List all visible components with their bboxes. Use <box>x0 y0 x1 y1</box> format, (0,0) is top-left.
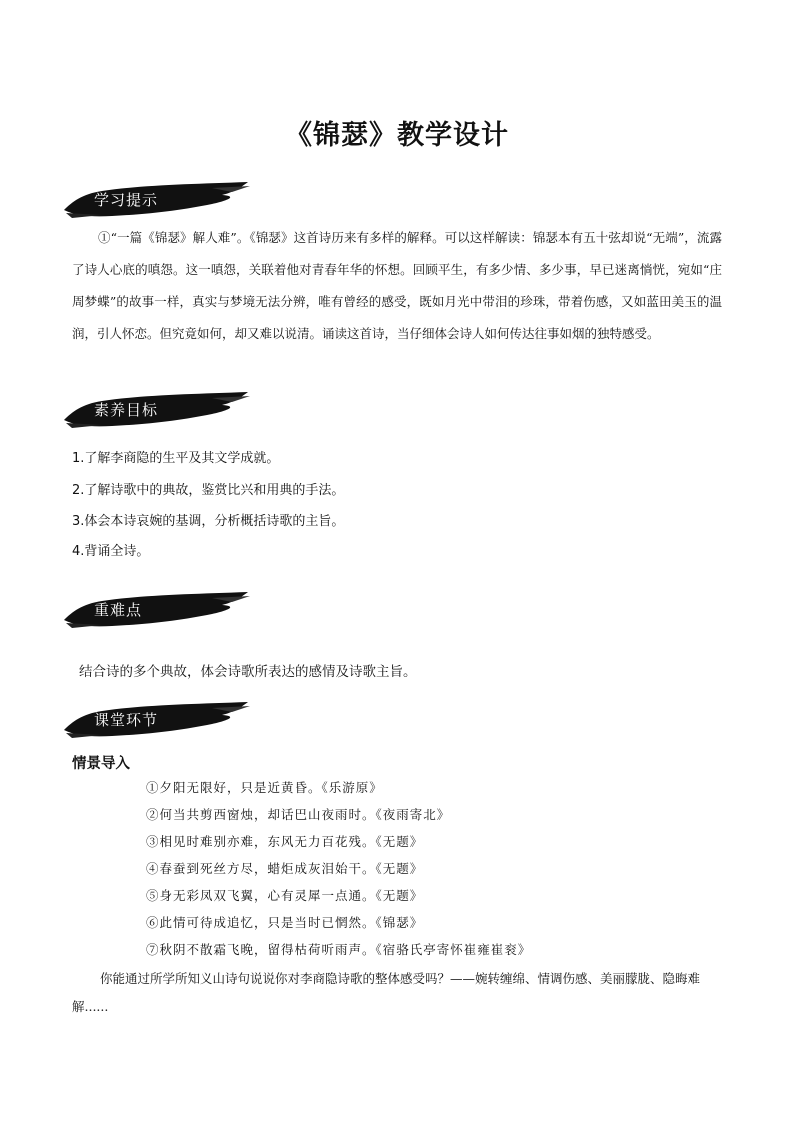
goal-item: 2.了解诗歌中的典故，鉴赏比兴和用典的手法。 <box>72 483 345 498</box>
poem-line: ②何当共剪西窗烛，却话巴山夜雨时。《夜雨寄北》 <box>146 807 451 822</box>
poem-line: ⑤身无彩凤双飞翼，心有灵犀一点通。《无题》 <box>146 888 424 903</box>
section-heading: 课堂环节 <box>94 711 159 729</box>
page-title: 《锦瑟》教学设计 <box>285 120 509 151</box>
goal-item: 4.背诵全诗。 <box>72 544 150 559</box>
poem-line: ③相见时难别亦难，东风无力百花残。《无题》 <box>146 834 424 849</box>
section-banner-goals <box>62 390 252 430</box>
goal-item: 1.了解李商隐的生平及其文学成就。 <box>72 451 280 466</box>
section-heading: 学习提示 <box>94 191 159 209</box>
key-point-text: 结合诗的多个典故，体会诗歌所表达的感情及诗歌主旨。 <box>79 664 417 680</box>
section-heading: 重难点 <box>94 601 143 619</box>
section-banner-tips <box>62 180 252 220</box>
brush-stroke-icon <box>62 590 252 630</box>
tips-paragraph: ①“一篇《锦瑟》解人难”。《锦瑟》这首诗历来有多样的解释。可以这样解读：锦瑟本有五十弦却说“无端”，流露了诗人心底的嗔怨。这一嗔怨，关联着他对青春年华的怀想。回顾平生，有多少情、多少事，早已迷离惝恍，宛如“庄周梦蝶”的故事一样，真实与梦境无法分辨，唯有曾经的感受，既如月光中带泪的珍珠，带着伤感，又如蓝田美玉的温润，引人怀恋。但究竟如何，却又难以说清。诵读这首诗，当仔细体会诗人如何传达往事如烟的独特感受。 <box>72 230 722 341</box>
poem-line: ⑦秋阴不散霜飞晚，留得枯荷听雨声。《宿骆氏亭寄怀崔雍崔衮》 <box>146 942 532 957</box>
section-banner-class <box>62 700 252 740</box>
section-banner-key <box>62 590 252 630</box>
section-heading: 素养目标 <box>94 401 159 419</box>
poem-line: ①夕阳无限好，只是近黄昏。《乐游原》 <box>146 780 383 795</box>
closing-paragraph: 你能通过所学所知义山诗句说说你对李商隐诗歌的整体感受吗？——婉转缠绵、情调伤感、美丽朦胧、隐晦难解...... <box>72 971 701 1014</box>
poem-line: ④春蚕到死丝方尽，蜡炬成灰泪始干。《无题》 <box>146 861 424 876</box>
goal-item: 3.体会本诗哀婉的基调，分析概括诗歌的主旨。 <box>72 514 345 529</box>
subheading: 情景导入 <box>72 756 130 772</box>
poem-line: ⑥此情可待成追忆，只是当时已惘然。《锦瑟》 <box>146 915 424 930</box>
